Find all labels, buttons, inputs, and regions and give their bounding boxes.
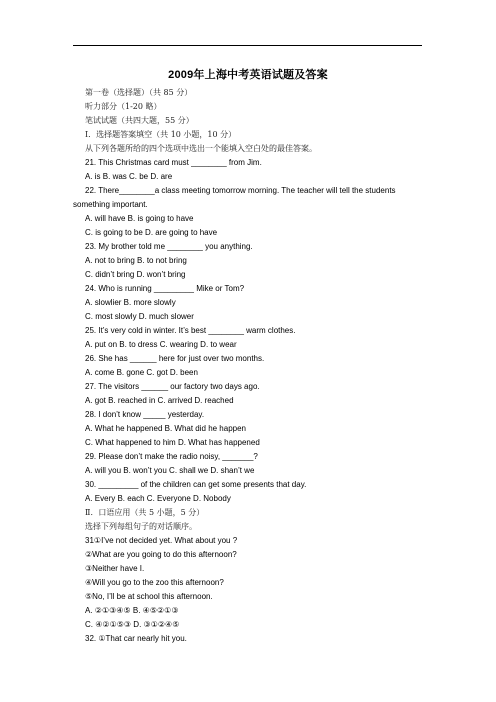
question-31-item-2: ②What are you going to do this afternoon? [85,550,237,559]
section-heading-part1: 第一卷（选择题）（共 85 分） [85,88,193,97]
document-title: 2009年上海中考英语试题及答案 [168,69,328,81]
question-31-item-5: ⑤No, I’ll be at school this afternoon. [85,592,213,601]
question-26: 26. She has ______ here for just over two months. [85,354,265,363]
question-21-options: A. is B. was C. be D. are [85,172,173,181]
question-22-continued: something important. [73,200,148,209]
question-29-options: A. will you B. won’t you C. shall we D. shan’t we [85,466,255,475]
question-25-options: A. put on B. to dress C. wearing D. to wear [85,340,237,349]
section-heading-choice: Ⅰ．选择题答案填空（共 10 小题，10 分） [85,130,237,139]
header-rule [73,45,422,46]
question-31-options-cd: C. ④②①⑤③ D. ③①②④⑤ [85,620,180,629]
question-28-options-cd: C. What happened to him D. What has happened [85,438,260,447]
section-heading-oral: Ⅱ．口语应用（共 5 小题，5 分） [85,508,205,517]
question-22-options-cd: C. is going to be D. are going to have [85,228,218,237]
question-24-options-cd: C. most slowly D. much slower [85,312,194,321]
question-31-item-4: ④Will you go to the zoo this afternoon? [85,578,224,587]
question-22-options-ab: A. will have B. is going to have [85,214,194,223]
question-24: 24. Who is running _________ Mike or Tom? [85,284,245,293]
question-31-options-ab: A. ②①③④⑤ B. ④⑤②①③ [85,606,179,615]
question-30-options: A. Every B. each C. Everyone D. Nobody [85,494,231,503]
written-section-heading: 笔试试题（共四大题，55 分） [85,116,194,125]
question-24-options-ab: A. slowlier B. more slowly [85,298,176,307]
question-32: 32. ①That car nearly hit you. [85,634,187,643]
question-23-options-cd: C. didn’t bring D. won’t bring [85,270,186,279]
question-26-options: A. come B. gone C. got D. been [85,368,198,377]
question-31-item-3: ③Neither have I. [85,564,145,573]
question-21: 21. This Christmas card must ________ from Jim. [85,158,262,167]
question-28-options-ab: A. What he happened B. What did he happen [85,424,247,433]
question-23-options-ab: A. not to bring B. to not bring [85,256,187,265]
oral-instruction: 选择下列每组句子的对话顺序。 [85,522,197,531]
question-27: 27. The visitors ______ our factory two days ago. [85,382,260,391]
listening-note: 听力部分（1-20 略） [85,102,162,111]
question-25: 25. It’s very cold in winter. It’s best ________ warm clothes. [85,326,296,335]
question-23: 23. My brother told me ________ you anything. [85,242,253,251]
question-29: 29. Please don’t make the radio noisy, _______? [85,452,258,461]
question-27-options: A. got B. reached in C. arrived D. reached [85,396,234,405]
question-28: 28. I don’t know _____ yesterday. [85,410,205,419]
question-22: 22. There________a class meeting tomorrow morning. The teacher will tell the students [85,186,396,195]
question-31-item-1: 31①I’ve not decided yet. What about you ? [85,536,238,545]
question-30: 30. _________ of the children can get some presents that day. [85,480,307,489]
instruction-text: 从下列各题所给的四个选项中选出一个能填入空白处的最佳答案。 [85,144,317,153]
